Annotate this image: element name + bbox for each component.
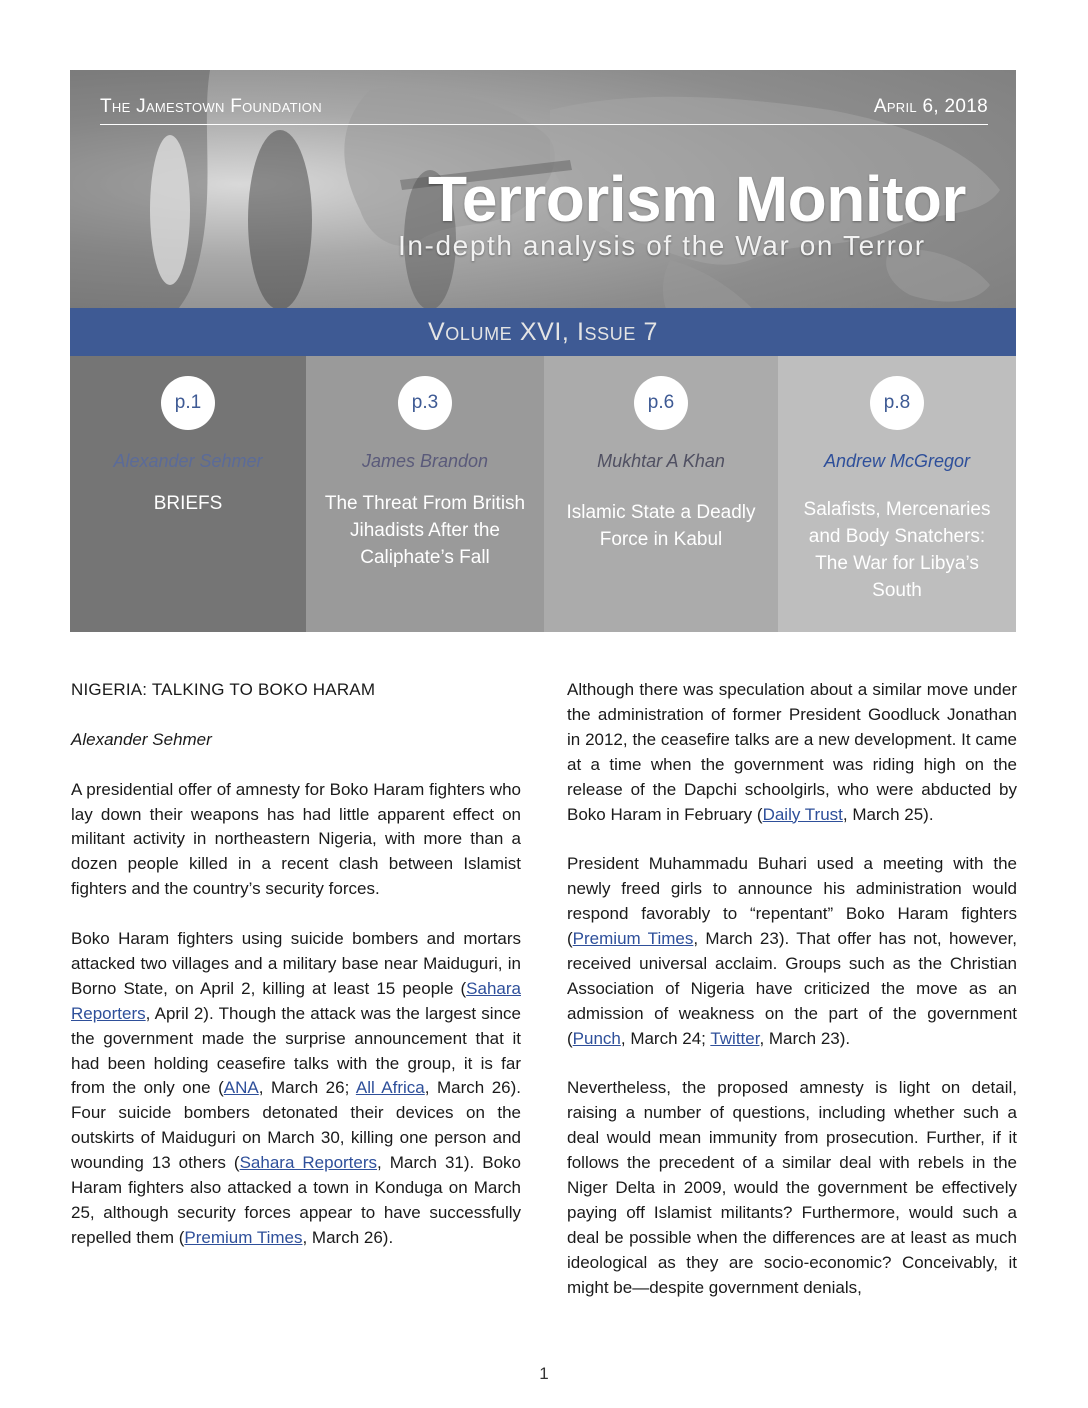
text-run: Boko Haram fighters using suicide bombers and mortars attacked two villages and a military base near Maiduguri, in Borno State, on April 2, killing at least 15 people ( xyxy=(71,929,521,998)
toc-author: Mukhtar A Khan xyxy=(597,451,725,471)
body-column-right xyxy=(567,678,1017,1326)
issue-date: April 6, 2018 xyxy=(873,96,988,117)
toc-entry-4[interactable] xyxy=(778,356,1016,632)
link-punch[interactable]: Punch xyxy=(572,1028,621,1048)
text-run: , March 23). xyxy=(759,1028,851,1048)
page-badge: p.3 xyxy=(398,376,452,430)
publication-title: Terrorism Monitor xyxy=(428,163,966,235)
masthead-banner xyxy=(70,70,1016,356)
publication-subtitle: In-depth analysis of the War on Terror xyxy=(398,230,926,261)
link-ana[interactable]: ANA xyxy=(223,1078,259,1098)
link-premium-times-2[interactable]: Premium Times xyxy=(572,929,694,949)
text-run: , March 25). xyxy=(842,804,934,824)
toc-headline: The Threat From British Jihadists After the Caliphate’s Fall xyxy=(324,493,526,568)
organization-name: The Jamestown Foundation xyxy=(100,96,322,117)
text-run: President Muhammadu Buhari used a meeting with the newly freed girls to announce his administration would respond favorably to “repentant” Boko Haram fighters ( xyxy=(567,854,1017,949)
toc-headline: Salafists, Mercenaries and Body Snatchers: The War for Libya’s South xyxy=(803,499,991,601)
link-daily-trust[interactable]: Daily Trust xyxy=(762,804,843,824)
link-twitter[interactable]: Twitter xyxy=(710,1028,760,1048)
toc-entry-3[interactable] xyxy=(544,356,778,632)
text-run: , March 31). Boko Haram fighters also attacked a town in Konduga on March 25, although security forces appear to have successfully repelled them ( xyxy=(71,1153,521,1247)
paragraph-5: Nevertheless, the proposed amnesty is light on detail, raising a number of questions, including whether such a deal would mean immunity from prosecution. Further, if it follows the precedent of a similar deal with rebels in the Niger Delta in 2009, would the government be effectively paying off Islamist militants? Furthermore, would such a deal be possible when the differences are at least as much ideological as they are socio-economic? Conceivably, it might be—despite government denials, xyxy=(567,1078,1017,1297)
toc-headline: BRIEFS xyxy=(153,493,223,514)
paragraph-3 xyxy=(567,678,1017,827)
text-run: , March 23). That offer has not, however, received universal acclaim. Groups such as the Christian Association of Nigeria have criticized the move as an admission of weakness on the part of the government ( xyxy=(567,929,1017,1048)
text-run: , March 26). xyxy=(302,1227,394,1247)
volume-issue-label: Volume XVI, Issue 7 xyxy=(427,317,659,346)
paragraph-4 xyxy=(567,852,1017,1051)
paragraph-1: A presidential offer of amnesty for Boko Haram fighters who lay down their weapons has had little apparent effect on militant activity in northeastern Nigeria, with more than a dozen people killed in a recent clash between Islamist fighters and the country’s security forces. xyxy=(71,779,521,899)
page-badge: p.8 xyxy=(870,376,924,430)
article-author: Alexander Sehmer xyxy=(71,729,212,749)
toc-author: James Brandon xyxy=(361,451,489,471)
toc-author: Andrew McGregor xyxy=(823,451,971,471)
page-badge: p.1 xyxy=(161,376,215,430)
text-run: , March 26; xyxy=(258,1078,356,1098)
text-run: , March 26). Four suicide bombers detonated their devices on the outskirts of Maiduguri on March 30, killing one person and wounding 13 others ( xyxy=(71,1078,521,1173)
link-sahara-reporters-2[interactable]: Sahara Reporters xyxy=(239,1153,378,1173)
link-all-africa[interactable]: All Africa xyxy=(355,1078,425,1098)
toc-headline: Islamic State a Deadly Force in Kabul xyxy=(566,502,756,550)
toc-author: Alexander Sehmer xyxy=(113,451,263,471)
body-column-left xyxy=(71,678,521,1276)
text-run: , March 24; xyxy=(620,1028,711,1048)
volume-bar xyxy=(70,308,1016,356)
text-run: , April 2). Though the attack was the largest since the government made the surprise announcement that it had been holding ceasefire talks with the group, it is far from the only one ( xyxy=(71,1003,521,1098)
paragraph-2 xyxy=(71,927,521,1251)
link-sahara-reporters[interactable]: Sahara Reporters xyxy=(71,978,521,1023)
toc-entry-1[interactable] xyxy=(70,356,306,632)
page-number: 1 xyxy=(539,1364,549,1383)
toc-entry-2[interactable] xyxy=(306,356,544,632)
link-premium-times[interactable]: Premium Times xyxy=(184,1227,303,1247)
page-badge: p.6 xyxy=(634,376,688,430)
article-title: NIGERIA: TALKING TO BOKO HARAM xyxy=(71,680,376,699)
header-divider xyxy=(100,124,988,125)
text-run: Although there was speculation about a similar move under the administration of former President Goodluck Jonathan in 2012, the ceasefire talks are a new development. It came at a time when the government was riding high on the release of the Dapchi schoolgirls, who were abducted by Boko Haram in February ( xyxy=(567,680,1017,824)
table-of-contents xyxy=(70,356,1016,632)
